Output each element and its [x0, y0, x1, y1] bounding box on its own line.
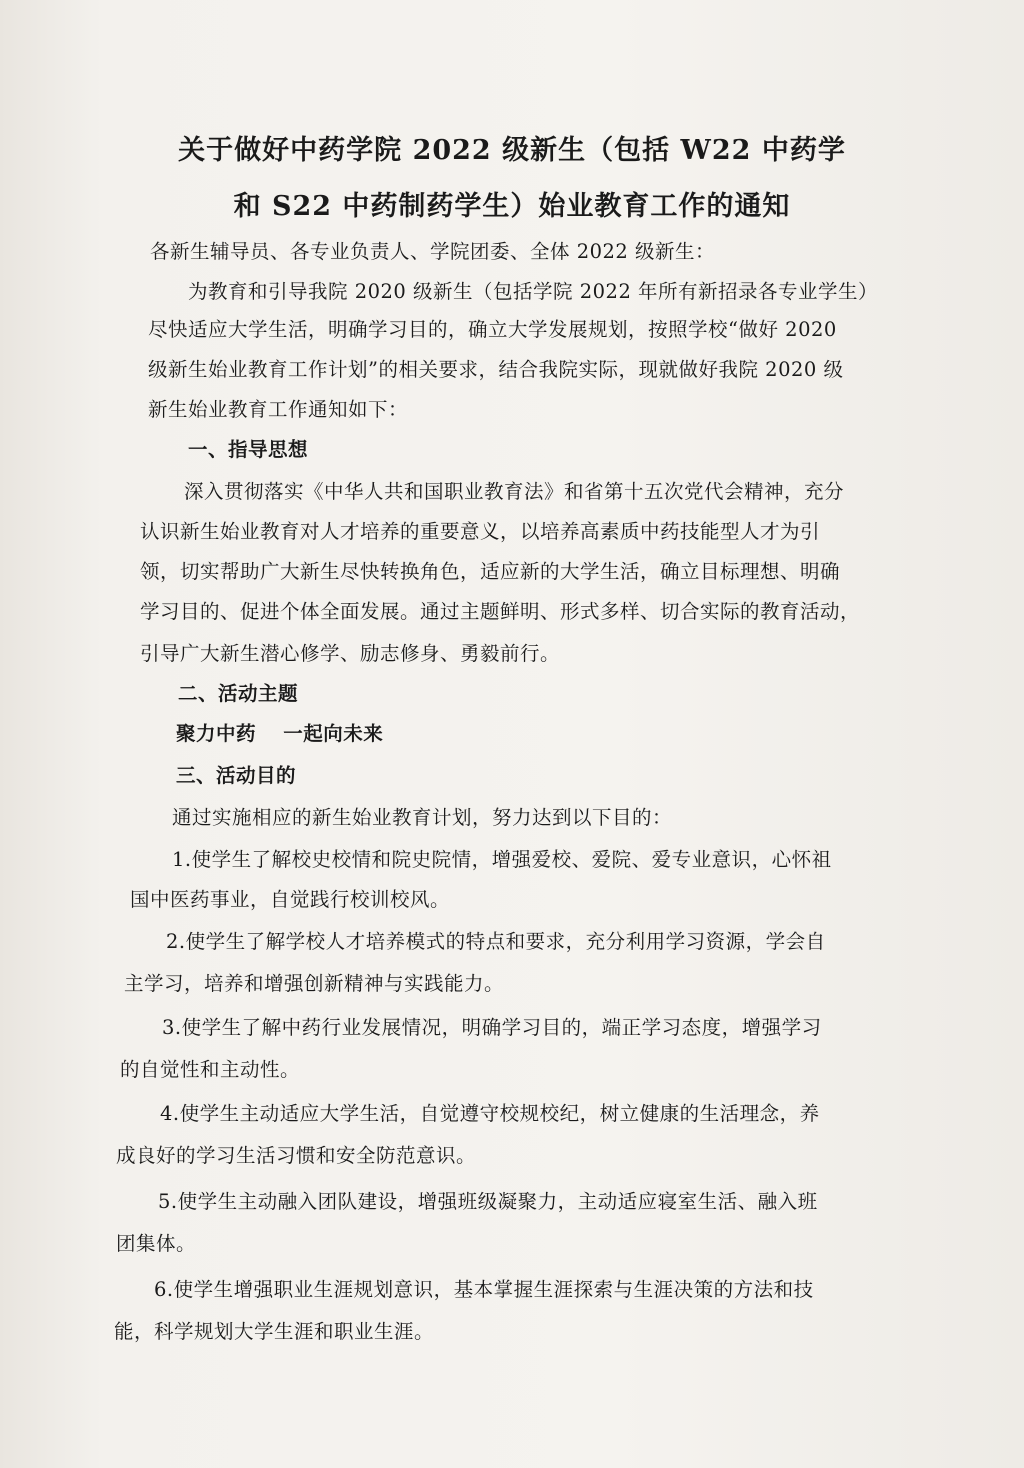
paragraph-line: 领，切实帮助广大新生尽快转换角色，适应新的大学生活，确立目标理想、明确 [140, 560, 841, 583]
paragraph-line: 学习目的、促进个体全面发展。通过主题鲜明、形式多样、切合实际的教育活动， [140, 600, 861, 623]
list-item: 1.使学生了解校史校情和院史院情，增强爱校、爱院、爱专业意识，心怀祖 [172, 848, 832, 871]
list-item-continuation: 成良好的学习生活习惯和安全防范意识。 [116, 1144, 477, 1167]
list-item: 4.使学生主动适应大学生活，自觉遵守校规校纪，树立健康的生活理念，养 [160, 1102, 820, 1125]
paragraph-line: 引导广大新生潜心修学、励志修身、勇毅前行。 [140, 642, 561, 665]
paragraph-line: 认识新生始业教育对人才培养的重要意义，以培养高素质中药技能型人才为引 [140, 520, 821, 543]
list-item: 5.使学生主动融入团队建设，增强班级凝聚力，主动适应寝室生活、融入班 [158, 1190, 818, 1213]
list-item: 6.使学生增强职业生涯规划意识，基本掌握生涯探索与生涯决策的方法和技 [154, 1278, 814, 1301]
list-item-continuation: 能，科学规划大学生涯和职业生涯。 [114, 1320, 435, 1343]
list-item-continuation: 团集体。 [116, 1232, 197, 1255]
list-item-continuation: 的自觉性和主动性。 [120, 1058, 301, 1081]
title-line-1: 关于做好中药学院 2022 级新生（包括 W22 中药学 [178, 135, 846, 166]
paragraph-line: 深入贯彻落实《中华人共和国职业教育法》和省第十五次党代会精神，充分 [184, 480, 845, 503]
list-item-continuation: 国中医药事业，自觉践行校训校风。 [130, 888, 451, 911]
title-line-2: 和 S22 中药制药学生）始业教育工作的通知 [233, 191, 791, 222]
paragraph-line: 尽快适应大学生活，明确学习目的，确立大学发展规划，按照学校“做好 2020 [148, 318, 837, 341]
paragraph-line: 为教育和引导我院 2020 级新生（包括学院 2022 年所有新招录各专业学生） [188, 280, 879, 303]
paragraph-line: 级新生始业教育工作计划”的相关要求，结合我院实际，现就做好我院 2020 级 [148, 358, 844, 381]
list-item: 2.使学生了解学校人才培养模式的特点和要求，充分利用学习资源，学会自 [166, 930, 826, 953]
salutation: 各新生辅导员、各专业负责人、学院团委、全体 2022 级新生： [150, 240, 716, 263]
section-heading: 三、活动目的 [176, 764, 297, 787]
list-item: 3.使学生了解中药行业发展情况，明确学习目的，端正学习态度，增强学习 [162, 1016, 822, 1039]
list-item-continuation: 主学习，培养和增强创新精神与实践能力。 [124, 972, 505, 995]
paragraph-line: 新生始业教育工作通知如下： [148, 398, 409, 421]
paragraph-line: 通过实施相应的新生始业教育计划，努力达到以下目的： [172, 806, 673, 829]
section-heading: 二、活动主题 [178, 682, 299, 705]
section-heading: 一、指导思想 [188, 438, 309, 461]
theme-text: 聚力中药 一起向未来 [176, 722, 384, 745]
